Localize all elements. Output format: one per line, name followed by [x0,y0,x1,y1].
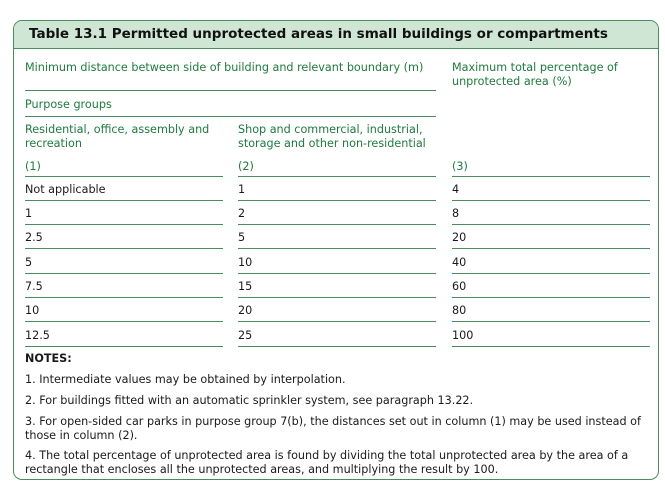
table-cell: 60 [452,280,467,293]
row-divider [452,248,650,249]
row-divider [452,200,650,201]
row-divider [238,346,436,347]
column-3-number: (3) [452,160,468,173]
row-divider [25,346,223,347]
table-cell: 5 [25,256,33,269]
table-cell: 4 [452,183,460,196]
table-cell: 40 [452,256,467,269]
row-divider [452,346,650,347]
table-cell: 80 [452,304,467,317]
row-divider [25,248,223,249]
row-divider [238,224,436,225]
column-1-number: (1) [25,160,41,173]
note-item: 3. For open-sided car parks in purpose group 7(b), the distances set out in column (1) may be used instead of those in column (2). [25,415,641,442]
table-cell: 5 [238,231,246,244]
row-divider [452,297,650,298]
row-divider [25,224,223,225]
table-cell: 2 [238,207,246,220]
table-cell: 100 [452,329,474,342]
note-item: 2. For buildings fitted with an automatic sprinkler system, see paragraph 13.22. [25,394,474,407]
min-distance-header: Minimum distance between side of building and relevant boundary (m) [25,61,424,74]
column-1-heading: Residential, office, assembly and recreation [25,123,210,150]
col2-divider [238,176,436,177]
table-cell: 1 [25,207,33,220]
table-cell: 8 [452,207,460,220]
note-item: 1. Intermediate values may be obtained by interpolation. [25,373,346,386]
row-divider [25,321,223,322]
table-title-bar [14,21,658,49]
row-divider [452,273,650,274]
table-cell: 1 [238,183,246,196]
purpose-groups-header: Purpose groups [25,98,112,111]
max-percentage-header: Maximum total percentage of unprotected area (%) [452,61,618,88]
row-divider [238,297,436,298]
purpose-groups-divider [25,116,436,117]
table-cell: 15 [238,280,253,293]
row-divider [238,273,436,274]
notes-heading: NOTES: [25,352,72,365]
row-divider [238,248,436,249]
column-2-heading: Shop and commercial, industrial, storage and other non-residential [238,123,426,150]
table-frame [13,20,659,480]
table-cell: 20 [238,304,253,317]
column-2-number: (2) [238,160,254,173]
row-divider [25,200,223,201]
table-cell: 20 [452,231,467,244]
note-item: 4. The total percentage of unprotected area is found by dividing the total unprotected area by the area of a rectangle that encloses all the unprotected areas, and multiplying the result by 100. [25,449,629,476]
row-divider [25,273,223,274]
col1-divider [25,176,223,177]
table-cell: 2.5 [25,231,43,244]
col3-divider [452,176,650,177]
table-cell: 10 [25,304,40,317]
table-cell: 10 [238,256,253,269]
row-divider [25,297,223,298]
table-cell: 25 [238,329,253,342]
table-cell: Not applicable [25,183,106,196]
row-divider [452,321,650,322]
table-title: Table 13.1 Permitted unprotected areas in small buildings or compartments [29,26,608,42]
row-divider [452,224,650,225]
header-divider [25,90,436,91]
table-cell: 7.5 [25,280,43,293]
row-divider [238,200,436,201]
table-cell: 12.5 [25,329,50,342]
row-divider [238,321,436,322]
